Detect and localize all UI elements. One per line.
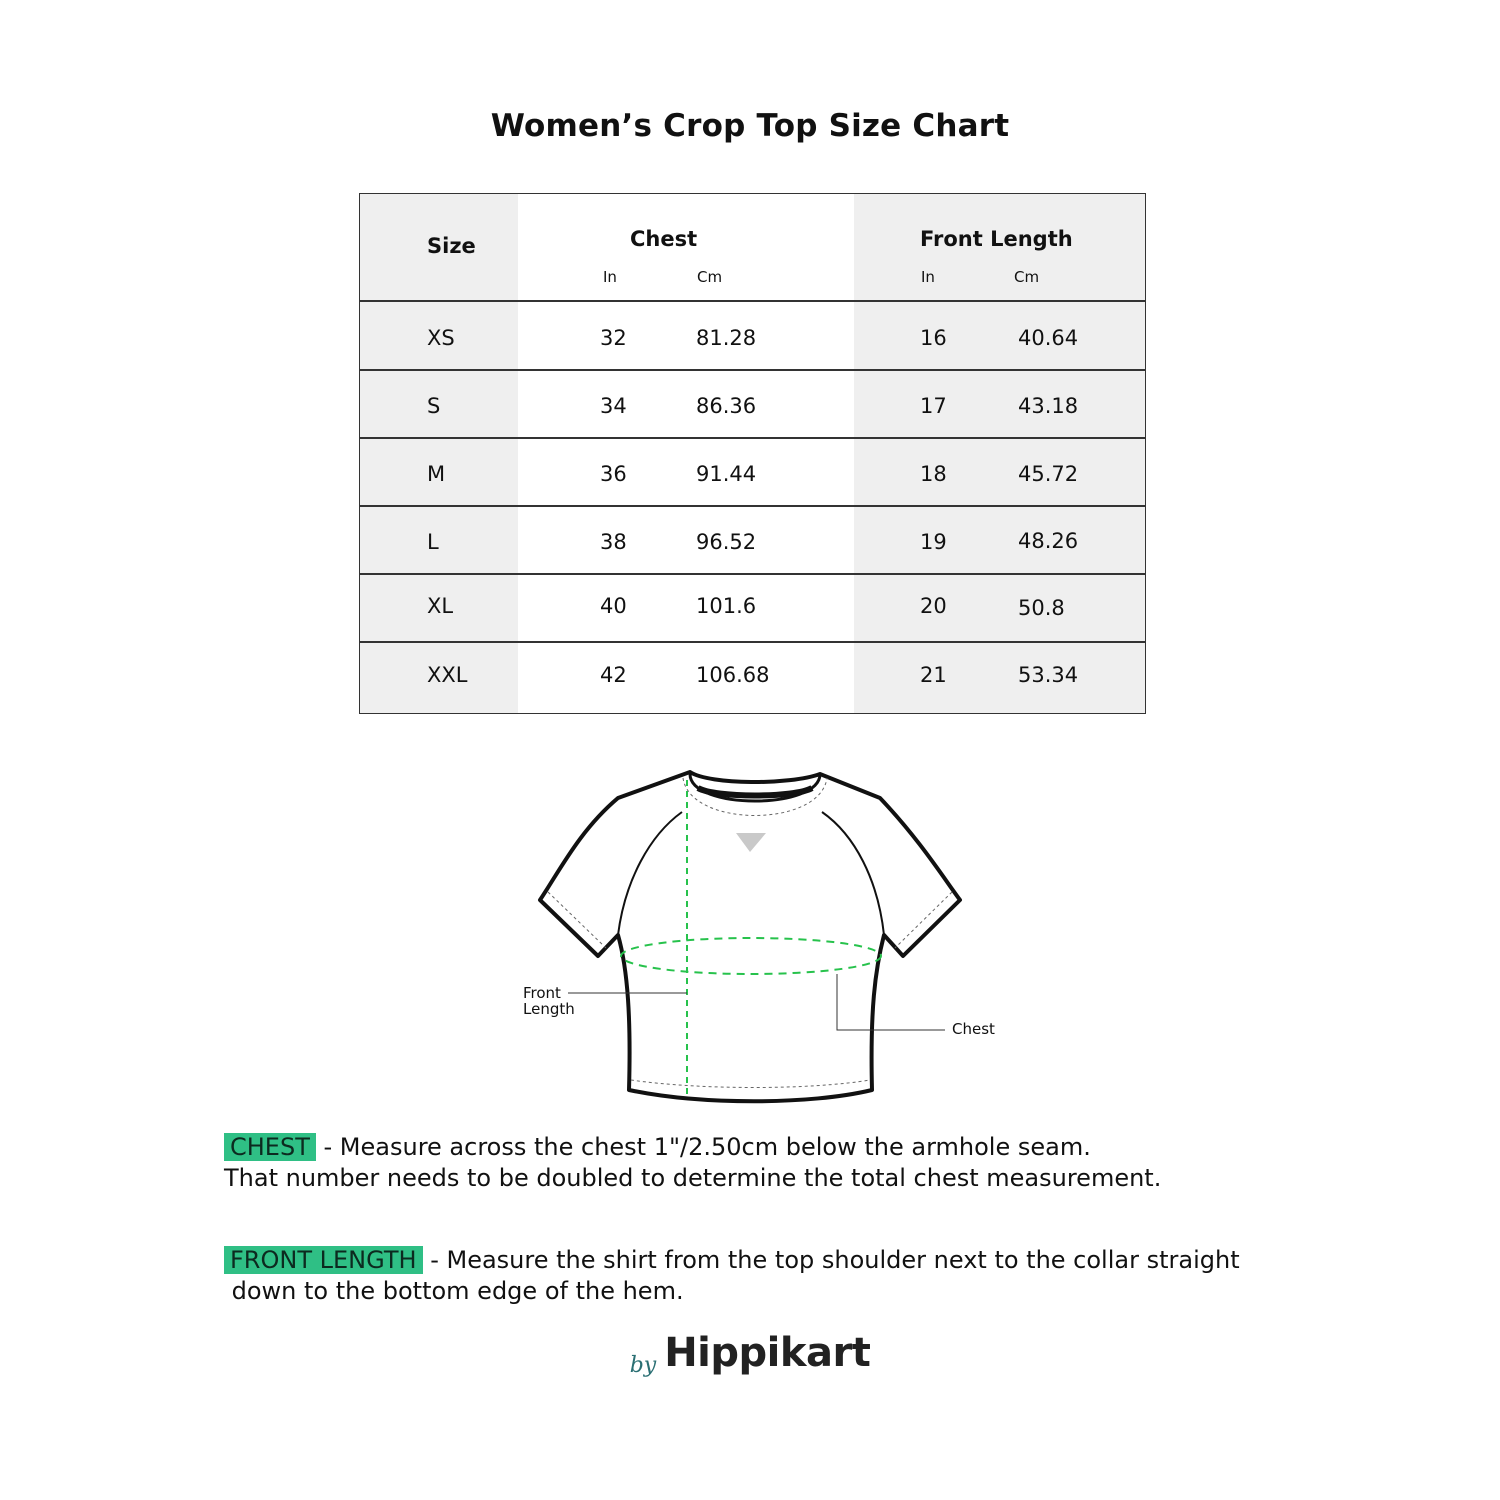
length-in-cell: 16: [920, 326, 947, 350]
length-unit-cm: Cm: [1014, 268, 1040, 286]
page-title: Women’s Crop Top Size Chart: [490, 108, 1010, 144]
row-divider: [360, 505, 1145, 507]
chest-in-cell: 36: [600, 462, 627, 486]
crop-top-diagram: [500, 760, 1020, 1120]
length-cm-cell: 40.64: [1018, 326, 1079, 350]
chest-tag: CHEST: [224, 1133, 316, 1161]
size-header: Size: [427, 234, 476, 258]
row-divider: [360, 573, 1145, 575]
length-in-cell: 17: [920, 394, 947, 418]
front-length-callout: [523, 985, 575, 1017]
length-in-cell: 20: [920, 594, 947, 618]
chest-header: Chest: [630, 227, 698, 251]
brand-logo: [0, 1330, 1500, 1378]
length-cm-cell: 48.26: [1018, 529, 1079, 553]
chest-cm-cell: 106.68: [696, 663, 770, 687]
length-cm-cell: 50.8: [1018, 596, 1065, 620]
t-shirt-illustration: [500, 760, 1020, 1120]
length-in-cell: 18: [920, 462, 947, 486]
length-cm-cell: 45.72: [1018, 462, 1079, 486]
size-cell: XL: [427, 594, 454, 618]
row-divider: [360, 641, 1145, 643]
size-cell: S: [427, 394, 441, 418]
chest-callout: Chest: [952, 1020, 995, 1038]
row-divider: [360, 369, 1145, 371]
front-length-description: [224, 1245, 1240, 1307]
chest-unit-cm: Cm: [697, 268, 723, 286]
size-chart-table: [359, 193, 1146, 714]
size-cell: XXL: [427, 663, 468, 687]
size-cell: M: [427, 462, 446, 486]
front-length-label-line2: Length: [523, 1000, 575, 1018]
chest-cm-cell: 91.44: [696, 462, 757, 486]
chest-in-cell: 34: [600, 394, 627, 418]
brand-by: by: [629, 1353, 657, 1378]
chest-in-cell: 38: [600, 530, 627, 554]
chest-in-cell: 40: [600, 594, 627, 618]
chest-in-cell: 32: [600, 326, 627, 350]
chest-cm-cell: 96.52: [696, 530, 757, 554]
chest-cm-cell: 101.6: [696, 594, 757, 618]
chest-cm-cell: 81.28: [696, 326, 757, 350]
chest-description-line1: - Measure across the chest 1"/2.50cm below the armhole seam.: [315, 1133, 1091, 1161]
length-cm-cell: 53.34: [1018, 663, 1079, 687]
front-length-header: Front Length: [920, 227, 1073, 251]
front-length-tag: FRONT LENGTH: [224, 1246, 423, 1274]
front-length-label-line1: Front: [523, 984, 561, 1002]
row-divider: [360, 437, 1145, 439]
chest-description-line2: That number needs to be doubled to determine the total chest measurement.: [224, 1164, 1162, 1192]
length-in-cell: 19: [920, 530, 947, 554]
length-unit-in: In: [921, 268, 935, 286]
chest-cm-cell: 86.36: [696, 394, 757, 418]
chest-description: [224, 1132, 1161, 1194]
length-cm-cell: 43.18: [1018, 394, 1079, 418]
front-length-description-line2: down to the bottom edge of the hem.: [224, 1277, 684, 1305]
size-column-band: [360, 194, 518, 713]
size-cell: XS: [427, 326, 455, 350]
brand-name: Hippikart: [664, 1330, 871, 1376]
chest-in-cell: 42: [600, 663, 627, 687]
garment-outline: [540, 772, 960, 1101]
chest-unit-in: In: [603, 268, 617, 286]
size-cell: L: [427, 530, 439, 554]
length-in-cell: 21: [920, 663, 947, 687]
front-length-column-band: [854, 194, 1145, 713]
front-length-description-line1: - Measure the shirt from the top shoulder next to the collar straight: [422, 1246, 1240, 1274]
header-divider: [360, 300, 1145, 302]
